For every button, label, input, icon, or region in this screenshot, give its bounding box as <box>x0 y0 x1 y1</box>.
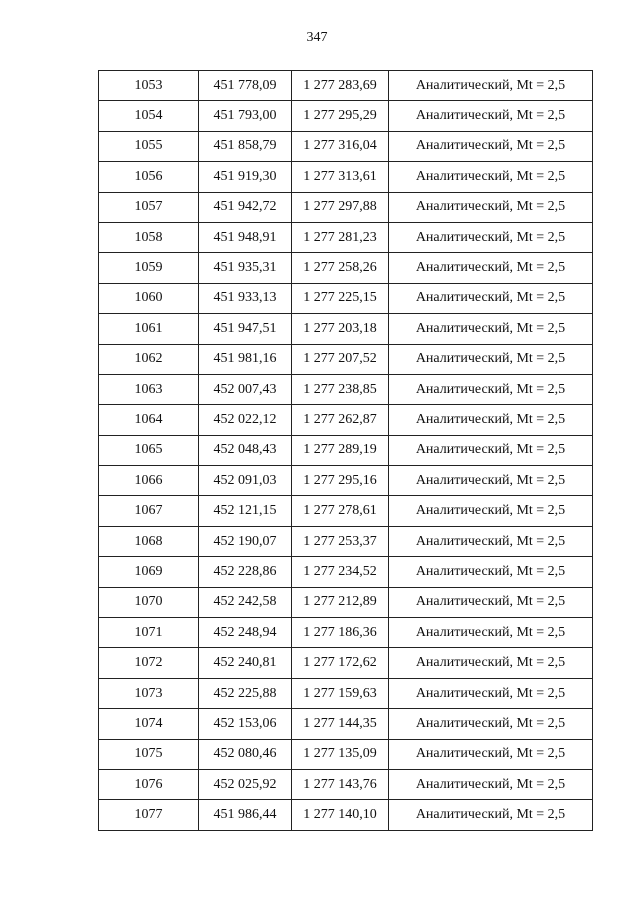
x-coordinate-cell: 452 025,92 <box>199 769 292 799</box>
method-cell: Аналитический, Mt = 2,5 <box>389 496 593 526</box>
method-cell: Аналитический, Mt = 2,5 <box>389 800 593 830</box>
y-coordinate-cell: 1 277 297,88 <box>292 192 389 222</box>
table-row <box>99 131 593 161</box>
x-coordinate-cell: 451 793,00 <box>199 101 292 131</box>
table-row <box>99 253 593 283</box>
method-cell: Аналитический, Mt = 2,5 <box>389 71 593 101</box>
method-cell: Аналитический, Mt = 2,5 <box>389 466 593 496</box>
coordinates-table-body <box>99 71 593 831</box>
point-number-cell: 1061 <box>99 314 199 344</box>
y-coordinate-cell: 1 277 295,16 <box>292 466 389 496</box>
table-row <box>99 648 593 678</box>
y-coordinate-cell: 1 277 258,26 <box>292 253 389 283</box>
table-row <box>99 526 593 556</box>
table-row <box>99 496 593 526</box>
table-row <box>99 678 593 708</box>
y-coordinate-cell: 1 277 262,87 <box>292 405 389 435</box>
method-cell: Аналитический, Mt = 2,5 <box>389 648 593 678</box>
x-coordinate-cell: 452 240,81 <box>199 648 292 678</box>
point-number-cell: 1066 <box>99 466 199 496</box>
point-number-cell: 1056 <box>99 162 199 192</box>
x-coordinate-cell: 451 947,51 <box>199 314 292 344</box>
y-coordinate-cell: 1 277 186,36 <box>292 618 389 648</box>
point-number-cell: 1064 <box>99 405 199 435</box>
point-number-cell: 1071 <box>99 618 199 648</box>
y-coordinate-cell: 1 277 212,89 <box>292 587 389 617</box>
y-coordinate-cell: 1 277 225,15 <box>292 283 389 313</box>
point-number-cell: 1076 <box>99 769 199 799</box>
point-number-cell: 1058 <box>99 222 199 252</box>
method-cell: Аналитический, Mt = 2,5 <box>389 374 593 404</box>
y-coordinate-cell: 1 277 281,23 <box>292 222 389 252</box>
table-row <box>99 709 593 739</box>
x-coordinate-cell: 452 225,88 <box>199 678 292 708</box>
table-row <box>99 587 593 617</box>
y-coordinate-cell: 1 277 143,76 <box>292 769 389 799</box>
table-row <box>99 162 593 192</box>
y-coordinate-cell: 1 277 295,29 <box>292 101 389 131</box>
table-row <box>99 374 593 404</box>
method-cell: Аналитический, Mt = 2,5 <box>389 405 593 435</box>
x-coordinate-cell: 452 091,03 <box>199 466 292 496</box>
point-number-cell: 1053 <box>99 71 199 101</box>
table-row <box>99 435 593 465</box>
method-cell: Аналитический, Mt = 2,5 <box>389 344 593 374</box>
y-coordinate-cell: 1 277 140,10 <box>292 800 389 830</box>
y-coordinate-cell: 1 277 316,04 <box>292 131 389 161</box>
table-row <box>99 769 593 799</box>
y-coordinate-cell: 1 277 207,52 <box>292 344 389 374</box>
y-coordinate-cell: 1 277 144,35 <box>292 709 389 739</box>
point-number-cell: 1055 <box>99 131 199 161</box>
x-coordinate-cell: 452 153,06 <box>199 709 292 739</box>
point-number-cell: 1067 <box>99 496 199 526</box>
table-row <box>99 405 593 435</box>
y-coordinate-cell: 1 277 172,62 <box>292 648 389 678</box>
method-cell: Аналитический, Mt = 2,5 <box>389 253 593 283</box>
table-row <box>99 71 593 101</box>
x-coordinate-cell: 452 242,58 <box>199 587 292 617</box>
point-number-cell: 1060 <box>99 283 199 313</box>
y-coordinate-cell: 1 277 159,63 <box>292 678 389 708</box>
table-row <box>99 466 593 496</box>
table-row <box>99 101 593 131</box>
x-coordinate-cell: 451 942,72 <box>199 192 292 222</box>
y-coordinate-cell: 1 277 234,52 <box>292 557 389 587</box>
method-cell: Аналитический, Mt = 2,5 <box>389 435 593 465</box>
method-cell: Аналитический, Mt = 2,5 <box>389 101 593 131</box>
method-cell: Аналитический, Mt = 2,5 <box>389 709 593 739</box>
x-coordinate-cell: 452 190,07 <box>199 526 292 556</box>
method-cell: Аналитический, Mt = 2,5 <box>389 587 593 617</box>
x-coordinate-cell: 452 248,94 <box>199 618 292 648</box>
y-coordinate-cell: 1 277 289,19 <box>292 435 389 465</box>
x-coordinate-cell: 452 228,86 <box>199 557 292 587</box>
table-row <box>99 314 593 344</box>
method-cell: Аналитический, Mt = 2,5 <box>389 283 593 313</box>
method-cell: Аналитический, Mt = 2,5 <box>389 314 593 344</box>
point-number-cell: 1075 <box>99 739 199 769</box>
x-coordinate-cell: 452 080,46 <box>199 739 292 769</box>
x-coordinate-cell: 451 919,30 <box>199 162 292 192</box>
point-number-cell: 1062 <box>99 344 199 374</box>
x-coordinate-cell: 451 986,44 <box>199 800 292 830</box>
x-coordinate-cell: 451 778,09 <box>199 71 292 101</box>
table-row <box>99 283 593 313</box>
x-coordinate-cell: 451 948,91 <box>199 222 292 252</box>
point-number-cell: 1077 <box>99 800 199 830</box>
point-number-cell: 1054 <box>99 101 199 131</box>
point-number-cell: 1057 <box>99 192 199 222</box>
point-number-cell: 1059 <box>99 253 199 283</box>
y-coordinate-cell: 1 277 313,61 <box>292 162 389 192</box>
point-number-cell: 1072 <box>99 648 199 678</box>
x-coordinate-cell: 452 007,43 <box>199 374 292 404</box>
y-coordinate-cell: 1 277 135,09 <box>292 739 389 769</box>
method-cell: Аналитический, Mt = 2,5 <box>389 739 593 769</box>
method-cell: Аналитический, Mt = 2,5 <box>389 678 593 708</box>
method-cell: Аналитический, Mt = 2,5 <box>389 222 593 252</box>
method-cell: Аналитический, Mt = 2,5 <box>389 131 593 161</box>
point-number-cell: 1068 <box>99 526 199 556</box>
y-coordinate-cell: 1 277 278,61 <box>292 496 389 526</box>
x-coordinate-cell: 452 121,15 <box>199 496 292 526</box>
table-row <box>99 344 593 374</box>
x-coordinate-cell: 451 858,79 <box>199 131 292 161</box>
x-coordinate-cell: 452 048,43 <box>199 435 292 465</box>
method-cell: Аналитический, Mt = 2,5 <box>389 162 593 192</box>
y-coordinate-cell: 1 277 253,37 <box>292 526 389 556</box>
point-number-cell: 1070 <box>99 587 199 617</box>
table-row <box>99 557 593 587</box>
point-number-cell: 1069 <box>99 557 199 587</box>
y-coordinate-cell: 1 277 283,69 <box>292 71 389 101</box>
x-coordinate-cell: 452 022,12 <box>199 405 292 435</box>
x-coordinate-cell: 451 981,16 <box>199 344 292 374</box>
point-number-cell: 1074 <box>99 709 199 739</box>
point-number-cell: 1065 <box>99 435 199 465</box>
method-cell: Аналитический, Mt = 2,5 <box>389 769 593 799</box>
method-cell: Аналитический, Mt = 2,5 <box>389 526 593 556</box>
table-row <box>99 618 593 648</box>
point-number-cell: 1073 <box>99 678 199 708</box>
coordinates-table <box>98 70 593 831</box>
method-cell: Аналитический, Mt = 2,5 <box>389 192 593 222</box>
y-coordinate-cell: 1 277 203,18 <box>292 314 389 344</box>
x-coordinate-cell: 451 933,13 <box>199 283 292 313</box>
table-row <box>99 800 593 830</box>
table-row <box>99 222 593 252</box>
table-row <box>99 739 593 769</box>
y-coordinate-cell: 1 277 238,85 <box>292 374 389 404</box>
method-cell: Аналитический, Mt = 2,5 <box>389 557 593 587</box>
x-coordinate-cell: 451 935,31 <box>199 253 292 283</box>
point-number-cell: 1063 <box>99 374 199 404</box>
page-number: 347 <box>306 30 328 45</box>
table-row <box>99 192 593 222</box>
method-cell: Аналитический, Mt = 2,5 <box>389 618 593 648</box>
